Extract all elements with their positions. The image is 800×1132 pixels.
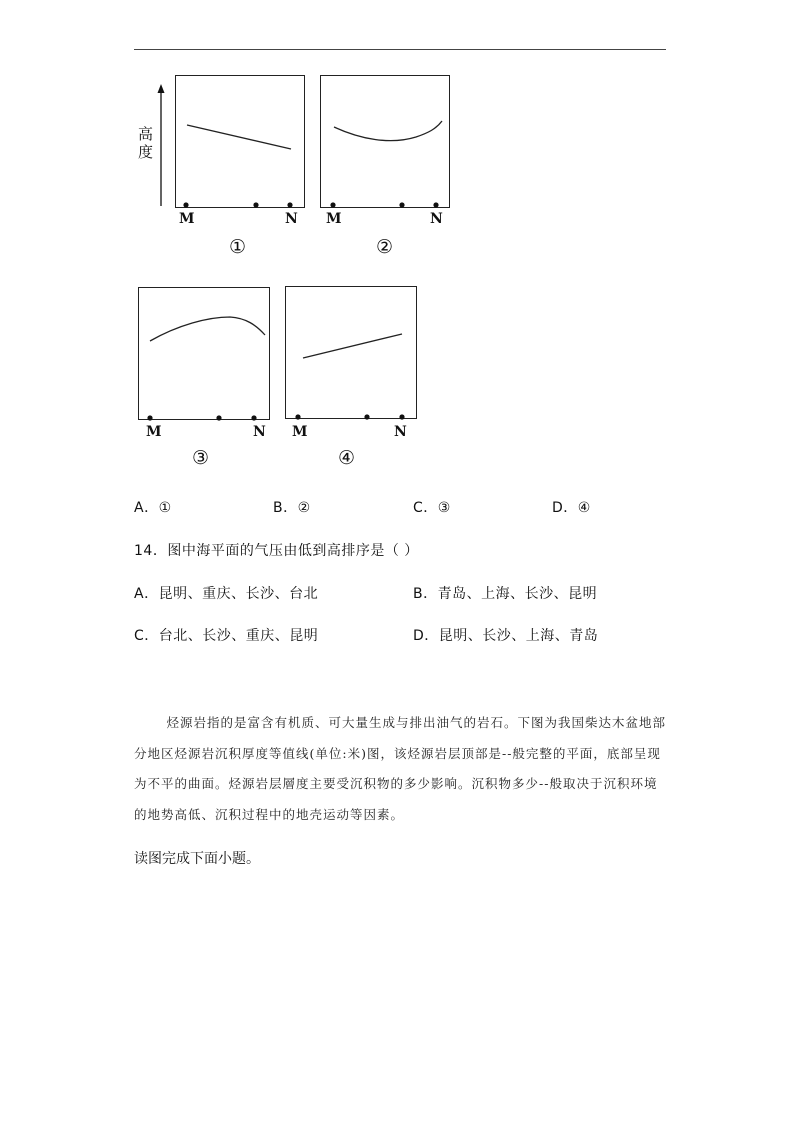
panel-3-label-n: N (253, 424, 266, 440)
reading-passage: 烃源岩指的是富含有机质、可大量生成与排出油气的岩石。下图为我国柴达木盆地部分地区烃源岩沉积厚度等值线(单位:米)图，该烃源岩层顶部是--般完整的平面，底部呈现为不平的曲面。烃源岩层層度主要受沉积物的多少影响。沉积物多少--般取决于沉积环境的地势高低、沉积过程中的地壳运动等因素。 (134, 715, 667, 822)
point-mid (216, 415, 221, 420)
point-n (399, 414, 404, 419)
q13-option-a[interactable]: A．① (134, 500, 172, 516)
point-mid (399, 202, 404, 207)
chart-panel-2 (320, 75, 450, 209)
panel-2-curve (334, 121, 442, 141)
point-n (251, 415, 256, 420)
point-m (147, 415, 152, 420)
panel-1-label-m: M (179, 211, 195, 227)
panel-4-label-n: N (394, 424, 407, 440)
q14-option-d[interactable]: D．昆明、长沙、上海、青岛 (413, 628, 599, 644)
header-rule (134, 49, 666, 50)
panel-3-label-m: M (146, 424, 162, 440)
panel-3-curve (150, 317, 265, 341)
panel-2-plot (320, 75, 450, 209)
chart-panel-4 (285, 286, 417, 420)
panel-1-label-n: N (285, 211, 298, 227)
q14-option-a[interactable]: A．昆明、重庆、长沙、台北 (134, 586, 319, 602)
point-n (287, 202, 292, 207)
point-m (295, 414, 300, 419)
y-axis-arrow (155, 84, 167, 210)
chart-panel-1 (175, 75, 305, 209)
q14-option-b[interactable]: B．青岛、上海、长沙、昆明 (413, 586, 598, 602)
panel-4-label-m: M (292, 424, 308, 440)
point-mid (364, 414, 369, 419)
point-m (183, 202, 188, 207)
panel-2-label-m: M (326, 211, 342, 227)
panel-4-curve (303, 334, 402, 358)
panel-1-plot (175, 75, 305, 209)
instruction-text: 读图完成下面小题。 (134, 851, 260, 867)
panel-3-plot (138, 287, 270, 421)
panel-2-number: ② (376, 236, 394, 258)
panel-1-number: ① (229, 236, 247, 258)
point-mid (253, 202, 258, 207)
chart-panel-3 (138, 287, 270, 421)
q13-option-d[interactable]: D．④ (552, 500, 591, 516)
q14-option-c[interactable]: C．台北、长沙、重庆、昆明 (134, 628, 319, 644)
point-m (330, 202, 335, 207)
panel-4-plot (285, 286, 417, 420)
panel-3-number: ③ (192, 447, 210, 469)
panel-4-number: ④ (338, 447, 356, 469)
panel-2-label-n: N (430, 211, 443, 227)
panel-1-curve (187, 125, 291, 149)
q13-option-c[interactable]: C．③ (413, 500, 451, 516)
y-axis-label: 高度 (138, 125, 154, 161)
point-n (433, 202, 438, 207)
q14-stem: 14．图中海平面的气压由低到高排序是（ ） (134, 543, 419, 559)
q13-option-b[interactable]: B．② (273, 500, 311, 516)
